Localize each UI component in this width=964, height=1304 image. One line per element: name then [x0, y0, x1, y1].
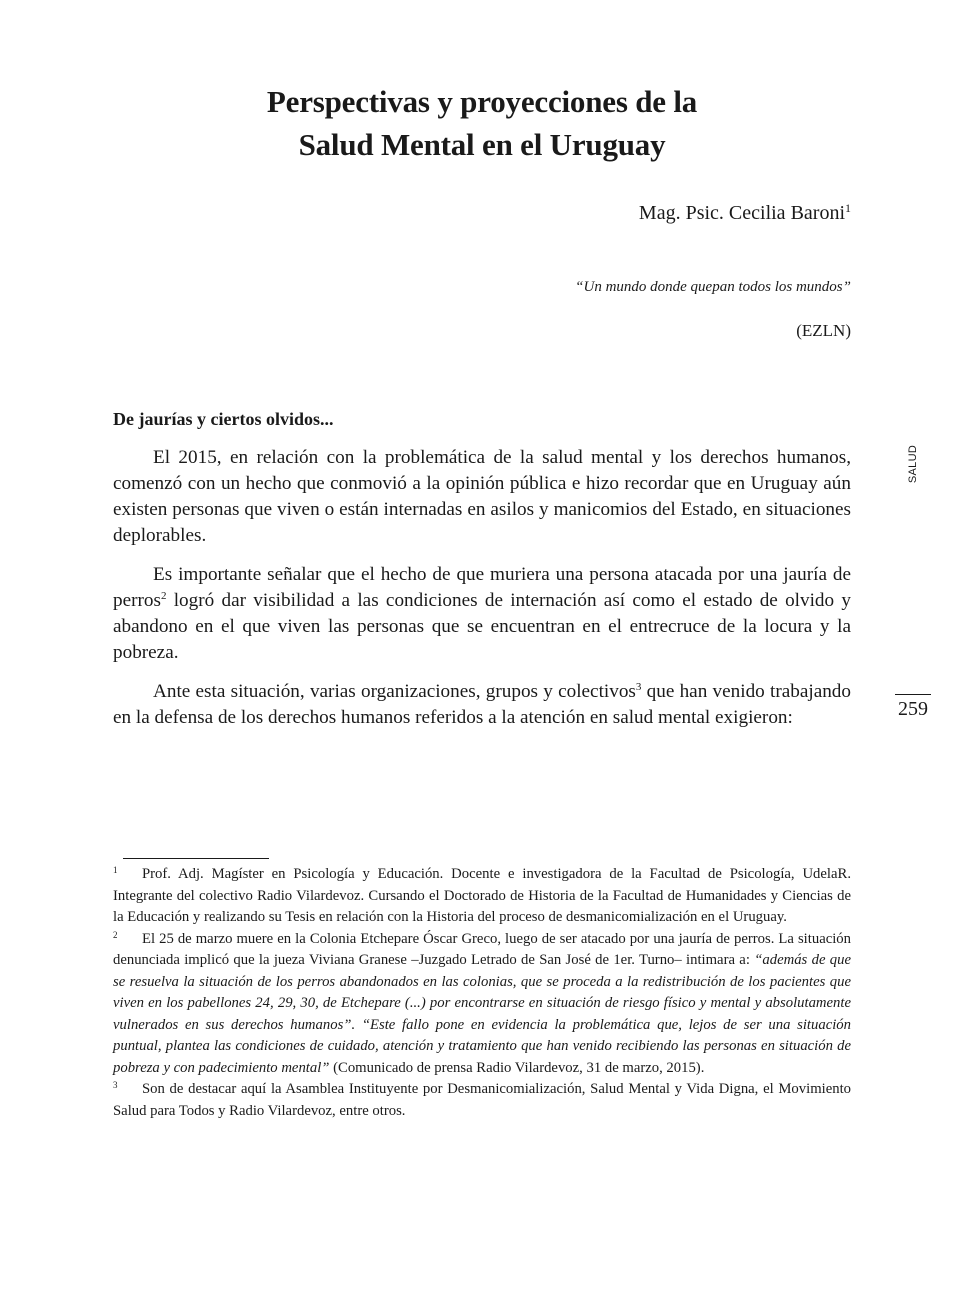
paragraph-2-part-2: logró dar visibilidad a las condiciones de internación así como el estado de olvido y abandono en el que viven las personas que se encuentran en el entrecruce de la locura y la pobreza.	[113, 590, 851, 663]
side-section-label	[902, 442, 924, 486]
footnote-1-text: Prof. Adj. Magíster en Psicología y Educación. Docente e investigadora de la Facultad de Psicología, UdelaR. Integrante del colectivo Radio Vilardevoz. Cursando el Doctorado de Historia de la Facultad de Humanidades y Ciencias de la Educación y realizando su Tesis en relación con la Historia del proceso de desmanicomialización en el Uruguay.	[113, 866, 851, 925]
author-footnote-ref[interactable]: 1	[845, 201, 851, 215]
author-line	[639, 201, 851, 225]
footnote-1: 1 Prof. Adj. Magíster en Psicología y Educación. Docente e investigadora de la Facultad de Psicología, UdelaR. Integrante del colectivo Radio Vilardevoz. Cursando el Doctorado de Historia de la Facultad de Humanidades y Ciencias de la Educación y realizando su Tesis en relación con la Historia del proceso de desmanicomialización en el Uruguay.	[113, 865, 851, 925]
paragraph-3-part-2: que han venido trabajando en la defensa de los derechos humanos referidos a la atención en salud mental exigieron:	[113, 681, 851, 728]
paragraph-3-part-1: Ante esta situación, varias organizaciones, grupos y colectivos	[153, 681, 636, 702]
footnote-ref-2[interactable]: 2	[160, 590, 167, 602]
footnote-2: 2 El 25 de marzo muere en la Colonia Etchepare Óscar Greco, luego de ser atacado por una jauría de perros. La situación denunciada implicó que la jueza Viviana Granese –Juzgado Letrado de San José de 1er. Turno– intimara a: “además de que se resuelva la situación de los perros abandonados en las colonias, que se proceda a la redistribución de los pacientes que viven en los pabellones 24, 29, 30, de Etchepare (...) por encontrarse en situación de riesgo físico y mental y absolutamente vulnerados en sus derechos humanos”. “Este fallo pone en evidencia la problemática que, lejos de ser una situación puntual, plantea las condiciones de cuidado, atención y tratamiento que han venido recibiendo las personas en situación de pobreza y con padecimiento mental” (Comunicado de prensa Radio Vilardevoz, 31 de marzo, 2015).	[113, 929, 851, 1076]
author-name: Mag. Psic. Cecilia Baroni	[638, 202, 845, 224]
page-number-rule	[895, 694, 931, 695]
footnote-2-text-2: (Comunicado de prensa Radio Vilardevoz, 31 de marzo, 2015).	[329, 1059, 705, 1076]
footnote-2-quote: “además de que se resuelva la situación de los perros abandonados en las colonias, que se proceda a la redistribución de los pacientes que viven en los pabellones 24, 29, 30, de Etchepare (...) por encontrarse en situación de riesgo físico y mental y absolutamente vulnerados en sus derechos humanos”. “Este fallo pone en evidencia la problemática que, lejos de ser una situación puntual, plantea las condiciones de cuidado, atención y tratamiento que han venido recibiendo las personas en situación de pobreza y con padecimiento mental”	[113, 952, 851, 1076]
footnote-3-text: Son de destacar aquí la Asamblea Instituyente por Desmanicomialización, Salud Mental y Vida Digna, el Movimiento Salud para Todos y Radio Vilardevoz, entre otros.	[113, 1081, 851, 1119]
footnote-ref-3[interactable]: 3	[635, 681, 642, 693]
footnote-separator	[123, 858, 269, 859]
section-heading: De jaurías y ciertos olvidos...	[113, 409, 334, 429]
paragraph-2-part-1: Es importante señalar que el hecho de que muriera una persona atacada por una jauría de perros	[113, 564, 851, 611]
paragraph-1: El 2015, en relación con la problemática de la salud mental y los derechos humanos, comenzó con un hecho que conmovió a la opinión pública e hizo recordar que en Uruguay aún existen personas que viven o están internadas en asilos y manicomios del Estado, en situaciones deplorables.	[113, 447, 851, 546]
side-label-text: SALUD	[907, 444, 919, 484]
body-text	[113, 445, 851, 744]
footnotes	[113, 864, 851, 1122]
paragraph-3	[113, 679, 851, 731]
footnote-2-text-1: El 25 de marzo muere en la Colonia Etchepare Óscar Greco, luego de ser atacado por una jauría de perros. La situación denunciada implicó que la jueza Viviana Granese –Juzgado Letrado de San José de 1er. Turno– intimara a:	[113, 930, 851, 968]
title-line-2: Salud Mental en el Uruguay	[298, 127, 666, 162]
page-number: 259	[898, 698, 928, 720]
paragraph-2	[113, 562, 851, 666]
footnote-3: 3 Son de destacar aquí la Asamblea Instituyente por Desmanicomialización, Salud Mental y Vida Digna, el Movimiento Salud para Todos y Radio Vilardevoz, entre otros.	[113, 1080, 851, 1119]
title-line-1: Perspectivas y proyecciones de la	[266, 84, 698, 119]
epigraph: “Un mundo donde quepan todos los mundos”	[575, 279, 851, 295]
article-title	[113, 80, 851, 166]
epigraph-source: (EZLN)	[796, 321, 851, 340]
